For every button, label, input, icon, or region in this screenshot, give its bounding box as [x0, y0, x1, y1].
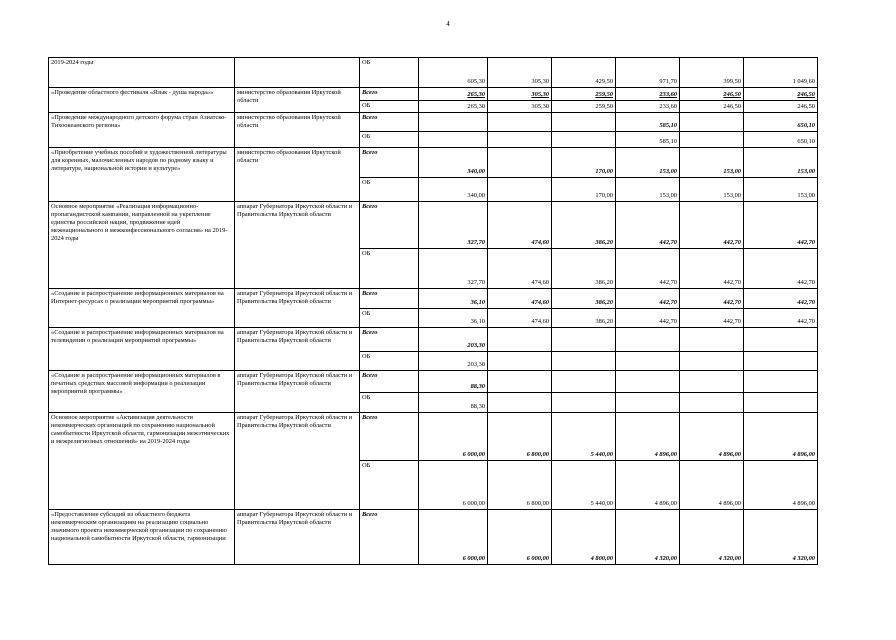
amount-cell: 6 000,00 — [488, 510, 552, 565]
amount-cell: 442,70 — [744, 309, 818, 328]
amount-cell — [419, 113, 488, 132]
amount-cell — [616, 352, 680, 371]
amount-cell — [488, 328, 552, 352]
amount-cell: 246,50 — [744, 101, 818, 113]
amount-cell — [488, 113, 552, 132]
funding-source-cell: ОБ — [360, 249, 419, 289]
amount-cell: 474,60 — [488, 249, 552, 289]
amount-cell — [488, 352, 552, 371]
measure-name-cell: «Предоставление субсидий из областного бюджета некоммерческим организациям на реализацию социально значимого проекта некоммерческой организации по сохранению национальной самобытности Иркутской области, гармонизации — [49, 510, 235, 565]
amount-cell — [488, 178, 552, 202]
amount-cell: 442,70 — [680, 249, 744, 289]
amount-cell: 442,70 — [744, 249, 818, 289]
amount-cell: 386,20 — [552, 289, 616, 309]
amount-cell: 442,70 — [616, 289, 680, 309]
amount-cell: 386,20 — [552, 202, 616, 249]
executor-cell: аппарат Губернатора Иркутской области и Правительства Иркутской области — [235, 328, 360, 371]
amount-cell: 259,50 — [552, 101, 616, 113]
amount-cell: 340,00 — [419, 178, 488, 202]
executor-cell: аппарат Губернатора Иркутской области и Правительства Иркутской области — [235, 289, 360, 328]
funding-source-cell: Всего — [360, 148, 419, 178]
amount-cell: 340,00 — [419, 148, 488, 178]
table-row — [49, 413, 818, 461]
funding-source-cell: ОБ — [360, 393, 419, 413]
amount-cell — [744, 352, 818, 371]
amount-cell: 399,50 — [680, 58, 744, 88]
amount-cell: 153,00 — [680, 178, 744, 202]
executor-cell: министерство образования Иркутской области — [235, 88, 360, 113]
amount-cell: 153,00 — [744, 178, 818, 202]
amount-cell — [488, 393, 552, 413]
executor-cell: министерство образования Иркутской области — [235, 113, 360, 148]
amount-cell — [552, 352, 616, 371]
amount-cell: 88,30 — [419, 371, 488, 393]
executor-cell: аппарат Губернатора Иркутской области и Правительства Иркутской области — [235, 510, 360, 565]
funding-source-cell: Всего — [360, 413, 419, 461]
amount-cell — [680, 352, 744, 371]
amount-cell: 36,10 — [419, 289, 488, 309]
amount-cell: 327,70 — [419, 202, 488, 249]
funding-source-cell: Всего — [360, 510, 419, 565]
amount-cell — [552, 371, 616, 393]
amount-cell: 4 896,00 — [744, 461, 818, 510]
funding-source-cell: Всего — [360, 371, 419, 393]
amount-cell — [744, 371, 818, 393]
table-row — [49, 202, 818, 249]
funding-source-cell: Всего — [360, 88, 419, 101]
amount-cell: 170,00 — [552, 178, 616, 202]
amount-cell: 4 320,00 — [680, 510, 744, 565]
amount-cell: 305,30 — [488, 101, 552, 113]
amount-cell — [680, 371, 744, 393]
measure-name-cell: «Создание и распространение информационных материалов в печатных средствах массовой информации о реализации мероприятий программы» — [49, 371, 235, 413]
amount-cell: 4 320,00 — [744, 510, 818, 565]
funding-source-cell: ОБ — [360, 461, 419, 510]
funding-source-cell: ОБ — [360, 178, 419, 202]
amount-cell: 6 000,00 — [419, 510, 488, 565]
amount-cell: 442,70 — [680, 289, 744, 309]
amount-cell — [680, 132, 744, 148]
measure-name-cell: «Проведение областного фестиваля «Язык - душа народа»» — [49, 88, 235, 113]
amount-cell — [419, 132, 488, 148]
amount-cell: 153,00 — [744, 148, 818, 178]
amount-cell: 474,60 — [488, 289, 552, 309]
amount-cell: 170,00 — [552, 148, 616, 178]
amount-cell: 585,10 — [616, 113, 680, 132]
executor-cell: министерство образования Иркутской области — [235, 148, 360, 202]
measure-name-cell: Основное мероприятие «Реализация информационно-пропагандистской кампании, направленной на укрепление единства российской нации, продвижение идей межнационального и межконфессионального согласия» на 2019-2024 годы — [49, 202, 235, 289]
table-row — [49, 148, 818, 178]
executor-cell: аппарат Губернатора Иркутской области и Правительства Иркутской области — [235, 202, 360, 289]
amount-cell: 153,00 — [616, 178, 680, 202]
amount-cell: 327,70 — [419, 249, 488, 289]
amount-cell: 4 896,00 — [616, 413, 680, 461]
amount-cell — [744, 328, 818, 352]
amount-cell — [488, 371, 552, 393]
amount-cell: 585,10 — [616, 132, 680, 148]
funding-source-cell: ОБ — [360, 352, 419, 371]
amount-cell: 4 896,00 — [616, 461, 680, 510]
amount-cell — [680, 113, 744, 132]
amount-cell: 386,20 — [552, 309, 616, 328]
amount-cell: 442,70 — [616, 202, 680, 249]
funding-source-cell: ОБ — [360, 132, 419, 148]
amount-cell: 6 000,00 — [419, 461, 488, 510]
amount-cell: 305,30 — [488, 58, 552, 88]
amount-cell: 88,30 — [419, 393, 488, 413]
amount-cell — [552, 113, 616, 132]
amount-cell: 153,00 — [680, 148, 744, 178]
amount-cell: 442,70 — [744, 202, 818, 249]
amount-cell — [680, 328, 744, 352]
amount-cell: 4 320,00 — [616, 510, 680, 565]
amount-cell: 442,70 — [744, 289, 818, 309]
funding-source-cell: ОБ — [360, 101, 419, 113]
amount-cell: 442,70 — [680, 309, 744, 328]
amount-cell: 265,30 — [419, 101, 488, 113]
amount-cell — [488, 132, 552, 148]
amount-cell: 442,70 — [680, 202, 744, 249]
amount-cell — [552, 393, 616, 413]
amount-cell: 650,10 — [744, 132, 818, 148]
executor-cell: аппарат Губернатора Иркутской области и Правительства Иркутской области — [235, 371, 360, 413]
amount-cell: 442,70 — [616, 309, 680, 328]
amount-cell — [488, 148, 552, 178]
funding-source-cell: Всего — [360, 113, 419, 132]
amount-cell: 305,30 — [488, 88, 552, 101]
amount-cell — [616, 328, 680, 352]
table-row — [49, 113, 818, 132]
amount-cell: 259,50 — [552, 88, 616, 101]
measure-name-cell: «Проведение международного детского форума стран Азиатско-Тихоокеанского региона» — [49, 113, 235, 148]
amount-cell: 233,60 — [616, 101, 680, 113]
measure-name-cell: «Создание и распространение информационных материалов на телевидении о реализации мероприятий программы» — [49, 328, 235, 371]
amount-cell: 4 800,00 — [552, 510, 616, 565]
table-row — [49, 88, 818, 101]
amount-cell — [680, 393, 744, 413]
executor-cell: аппарат Губернатора Иркутской области и Правительства Иркутской области — [235, 413, 360, 510]
funding-source-cell: ОБ — [360, 309, 419, 328]
funding-source-cell: ОБ — [360, 58, 419, 88]
table-row — [49, 371, 818, 393]
amount-cell: 246,50 — [680, 101, 744, 113]
amount-cell: 650,10 — [744, 113, 818, 132]
amount-cell: 36,10 — [419, 309, 488, 328]
page-number: 4 — [446, 20, 450, 28]
amount-cell: 233,60 — [616, 88, 680, 101]
amount-cell: 246,50 — [680, 88, 744, 101]
amount-cell — [552, 328, 616, 352]
amount-cell: 474,60 — [488, 202, 552, 249]
measure-name-cell: 2019-2024 годы — [49, 58, 235, 88]
amount-cell: 1 049,60 — [744, 58, 818, 88]
table-row — [49, 58, 818, 88]
amount-cell: 605,30 — [419, 58, 488, 88]
amount-cell: 386,20 — [552, 249, 616, 289]
amount-cell — [744, 393, 818, 413]
amount-cell: 4 896,00 — [680, 413, 744, 461]
amount-cell: 971,70 — [616, 58, 680, 88]
table-row — [49, 510, 818, 565]
amount-cell: 153,00 — [616, 148, 680, 178]
amount-cell: 474,60 — [488, 309, 552, 328]
measure-name-cell: «Приобретение учебных пособий и художественной литературы для коренных, малочисленных народов по родному языку и литературе, национальной истории и культуре» — [49, 148, 235, 202]
measure-name-cell: Основное мероприятие «Активизация деятельности некоммерческих организаций по сохранению национальной самобытности Иркутской области, гармонизации межэтнических и межрелигиозных отношений» на 2019-2024 годы — [49, 413, 235, 510]
amount-cell: 203,30 — [419, 352, 488, 371]
amount-cell: 6 000,00 — [419, 413, 488, 461]
budget-table — [48, 57, 818, 565]
funding-source-cell: Всего — [360, 202, 419, 249]
amount-cell: 5 440,00 — [552, 461, 616, 510]
amount-cell: 203,30 — [419, 328, 488, 352]
amount-cell: 4 896,00 — [680, 461, 744, 510]
executor-cell — [235, 58, 360, 88]
amount-cell — [616, 393, 680, 413]
amount-cell — [616, 371, 680, 393]
amount-cell: 246,50 — [744, 88, 818, 101]
amount-cell: 5 440,00 — [552, 413, 616, 461]
amount-cell: 265,30 — [419, 88, 488, 101]
amount-cell: 6 800,00 — [488, 413, 552, 461]
amount-cell: 4 896,00 — [744, 413, 818, 461]
amount-cell: 6 800,00 — [488, 461, 552, 510]
amount-cell: 429,50 — [552, 58, 616, 88]
amount-cell: 442,70 — [616, 249, 680, 289]
funding-source-cell: Всего — [360, 328, 419, 352]
amount-cell — [552, 132, 616, 148]
table-row — [49, 328, 818, 352]
table-row — [49, 289, 818, 309]
measure-name-cell: «Создание и распространение информационных материалов на Интернет-ресурсах о реализации мероприятий программы» — [49, 289, 235, 328]
funding-source-cell: Всего — [360, 289, 419, 309]
